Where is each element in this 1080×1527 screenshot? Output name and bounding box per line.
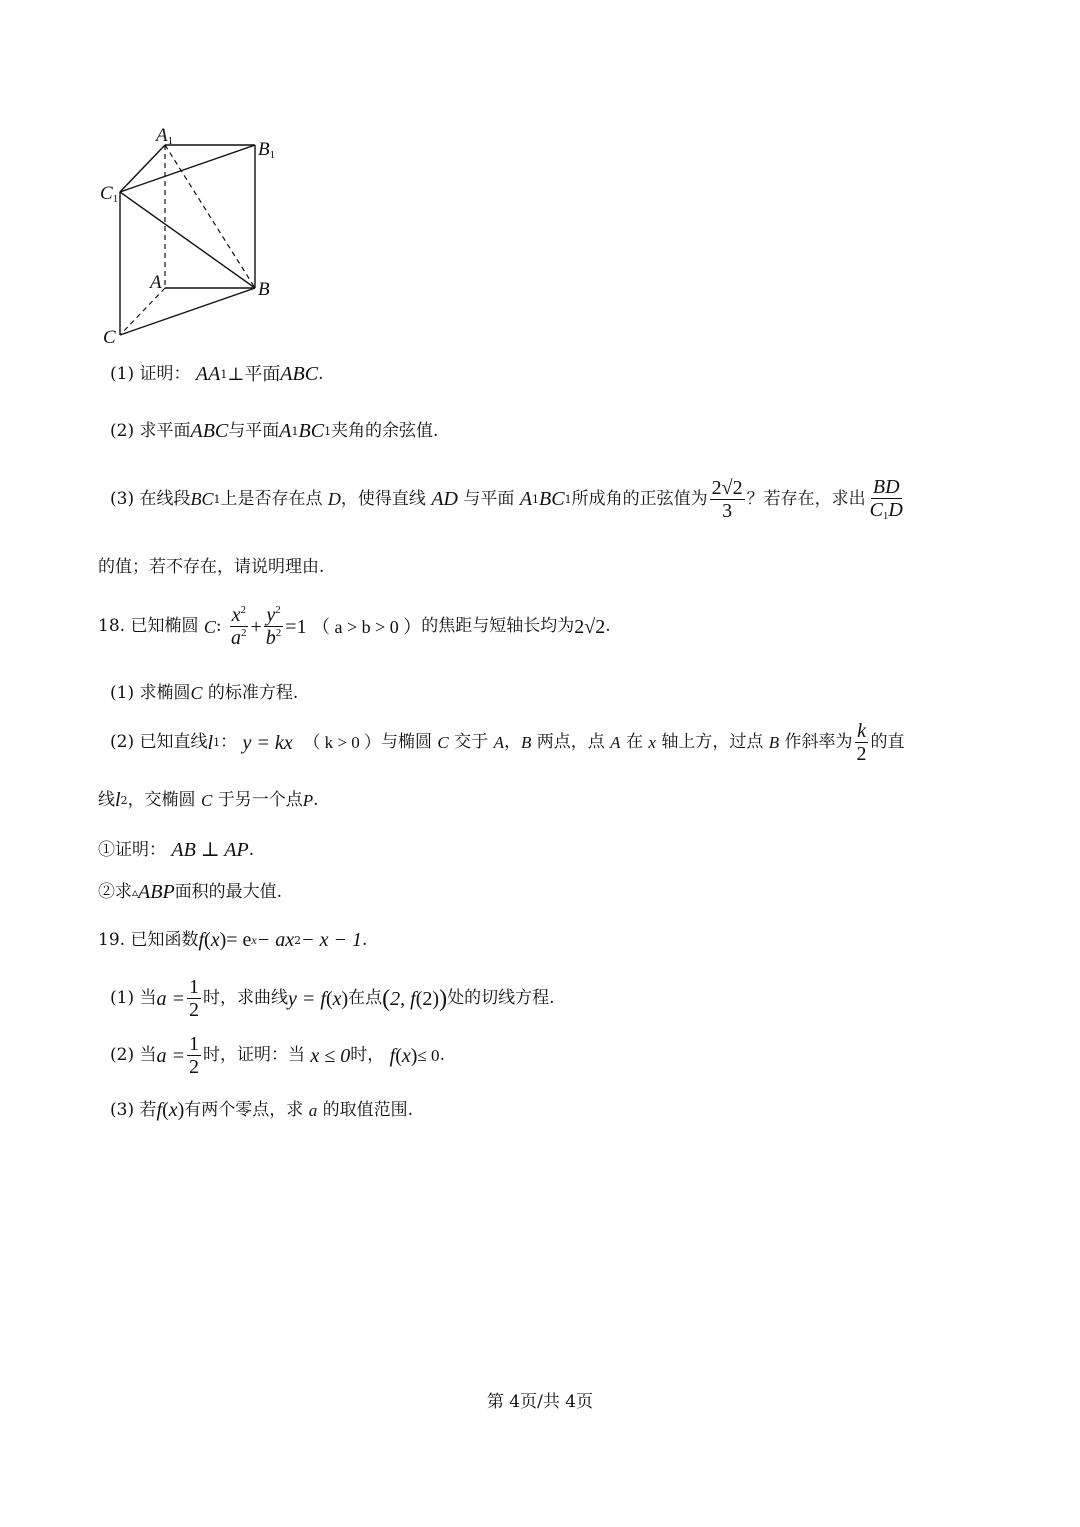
edge-AC (120, 288, 165, 335)
q17-part1: (1) 证明： AA 1 ⊥平面 ABC . (110, 363, 324, 385)
page-footer: 第 4页/共 4页 (486, 1392, 594, 1412)
label-C1: $C_1$ (100, 183, 119, 205)
label-B: B (258, 279, 270, 300)
q18-part1: (1) 求椭圆 C 的标准方程. (110, 682, 299, 703)
q19-part1: (1) 当 a = $\frac{1}{2}$ 时，求曲线 y = f ( x ) 在点 ( 2, f ( 2 ) ) 处的切线方程. (110, 976, 555, 1021)
ratio-fraction: $\frac{BD}{C_1D}$ (869, 476, 903, 522)
q18-part2-cont: 线 l 2 ，交椭圆 C 于另一个点 P . (98, 789, 319, 811)
sine-fraction: $\frac{2√2}{3}$ (711, 476, 743, 522)
q19-stem: 19. 已知函数 f ( x ) = e x − ax 2 − x − 1 . (98, 929, 368, 951)
q18-part2: (2) 已知直线 l 1 ： y = kx （ k > 0 ） 与椭圆 C 交于 A ， B 两点，点 A 在 x 轴上方，过点 B 作斜率为 $\frac{k}{2}$ 的直 (110, 720, 905, 765)
edge-A1B (165, 145, 255, 288)
edge-C1B (120, 192, 255, 288)
q19-part2: (2) 当 a = $\frac{1}{2}$ 时，证明：当 x ≤ 0 时， f ( x ) ≤ 0 . (110, 1033, 445, 1078)
label-A: A (150, 272, 162, 293)
q18-subpart2: ②求 ▵ ABP 面积的最大值. (98, 881, 283, 903)
q19-part3: (3) 若 f ( x ) 有两个零点，求 a 的取值范围. (110, 1099, 414, 1121)
q17-part3: (3) 在线段 BC 1 上是否存在点 D ，使得直线 AD 与平面 A 1 BC 1 所成角的正弦值为 $\frac{2√2}{3}$ ？若存在，求出 $\frac{BD}{C_1D}$ (110, 476, 903, 522)
q17-part2: (2) 求平面 ABC 与平面 A 1 BC 1 夹角的余弦值. (110, 420, 439, 442)
q18-stem: 18. 已知椭圆 C : $\frac{x^2}{a^2}$ + $\frac{y^2}{b^2}$ =1 （ a > b > 0 ） 的焦距与短轴长均为 2√2 . (98, 604, 611, 649)
edge-C1B1 (120, 145, 255, 192)
q18-subpart1: ①证明： AB ⊥ AP . (98, 839, 255, 861)
edge-A1C1 (120, 145, 165, 192)
edge-CB (120, 288, 255, 335)
label-B1: $B_1$ (258, 139, 276, 161)
label-C: C (103, 327, 116, 348)
q17-part3-cont: 的值；若不存在，请说明理由. (98, 557, 325, 577)
label-A1: $A_1$ (156, 125, 174, 147)
